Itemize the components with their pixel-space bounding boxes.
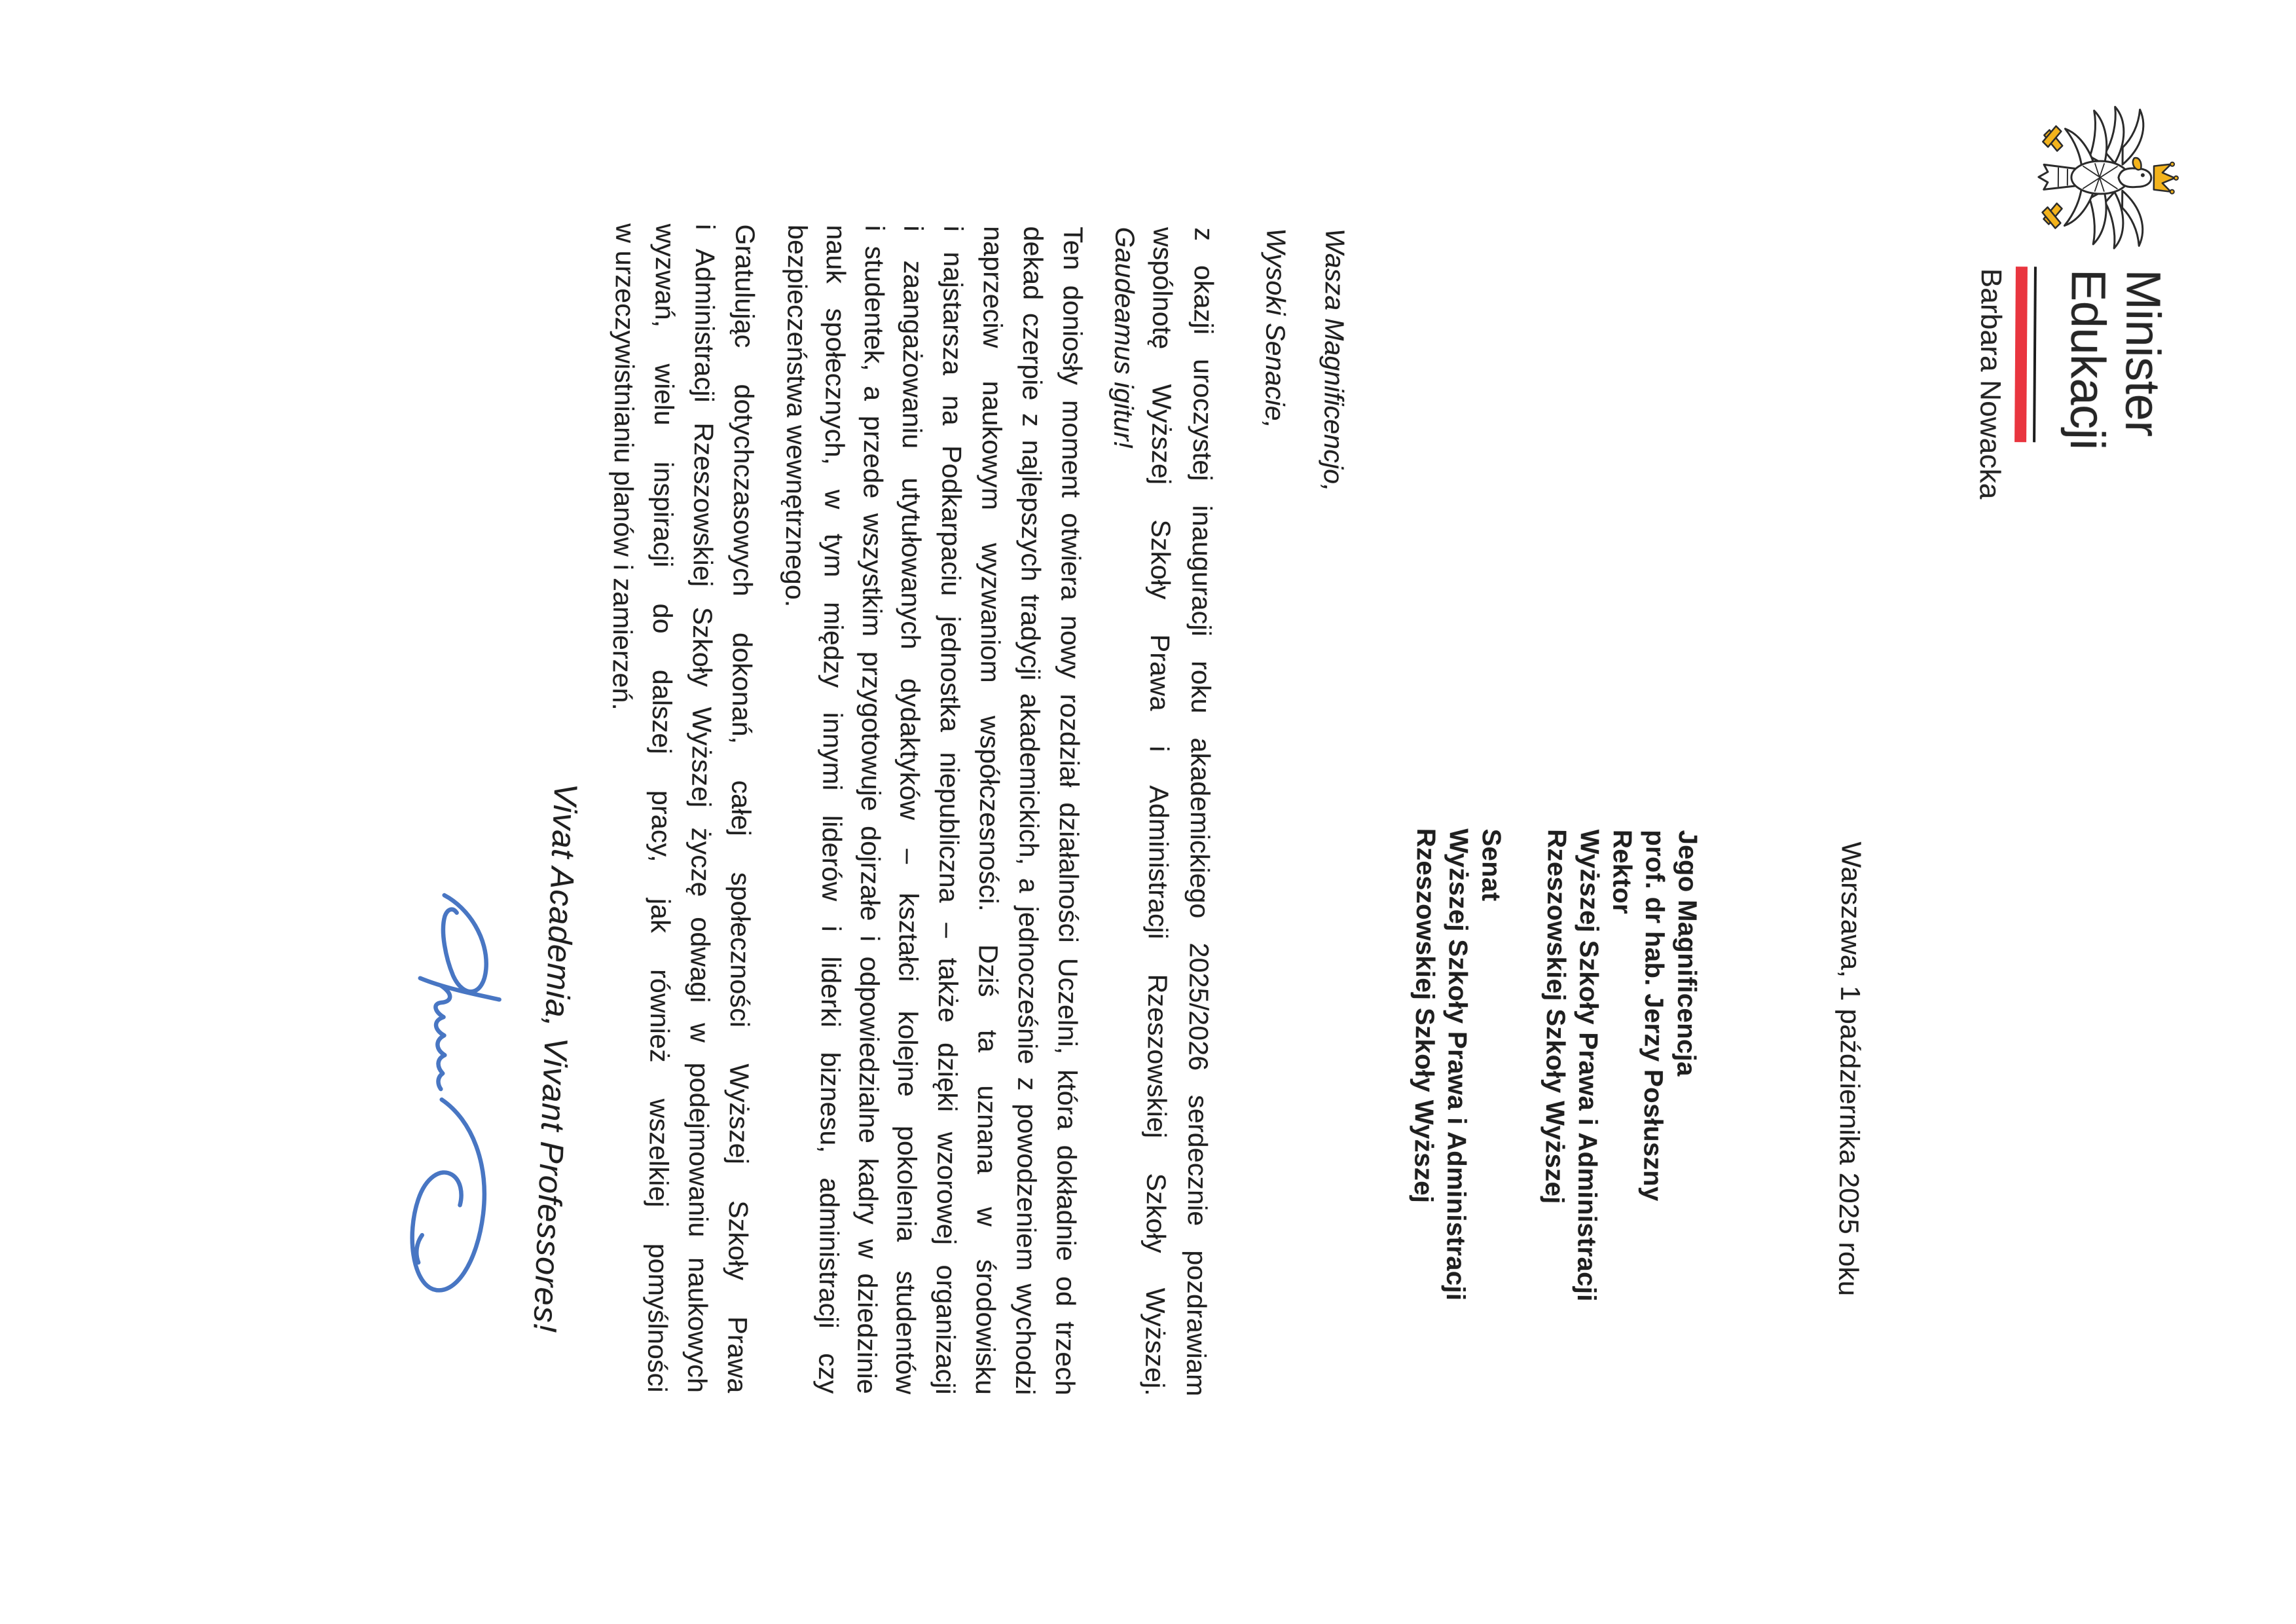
closing-vivat-line: Vivat Academia, Vivant Professores! [526,782,585,1334]
addressee-line: Senat [1476,828,1506,902]
body-line: wyzwań, wielu inspiracji do dalszej pracy, jak również wszelkiej pomyślności [642,223,681,1393]
addressee-line: prof. dr hab. Jerzy Posłuszny [1637,830,1669,1202]
addressee-line: Rzeszowskiej Szkoły Wyższej [1408,828,1440,1204]
body-line-gaudeamus: Gaudeamus igitur! [1108,227,1140,449]
body-line: i studentek, a przede wszystkim przygotowuje dojrzałe i odpowiedzialne kadry w dziedzinie [851,225,890,1395]
salutation-line: Wysoki Senacie, [1260,228,1292,429]
addressee-line: Jego Magnificencja [1671,830,1702,1077]
letterhead-ministry-line1: Minister [2115,269,2171,437]
body-line: z okazji uroczystej inauguracji roku akademickiego 2025/2026 serdecznie pozdrawiam [1180,227,1220,1397]
body-line: Gratulując dotychczasowych dokonań, całej społeczności Wyższej Szkoły Prawa [721,224,761,1393]
handwritten-signature-icon [397,868,509,1329]
addressee-line: Wyższej Szkoły Prawa i Administracji [1440,828,1473,1301]
body-line: w urzeczywistnianiu planów i zamierzeń. [607,223,641,711]
body-line: wspólnotę Wyższej Szkoły Prawa i Administracji Rzeszowskiej Szkoły Wyższej. [1139,227,1178,1397]
date-line: Warszawa, 1 października 2025 roku [1832,841,1867,1297]
addressee-line: Wyższej Szkoły Prawa i Administracji [1571,829,1604,1302]
body-line: i zaangażowaniu utytułowanych dydaktyków – kształci kolejne pokolenia studentów [890,225,929,1395]
body-line: i Administracji Rzeszowskiej Szkoły Wyższej życzę odwagi w podejmowaniu naukowych [682,223,721,1393]
body-line: Ten doniosły moment otwiera nowy rozdział działalności Uczelni, która dokładnie od trzech [1049,226,1089,1396]
body-line: bezpieczeństwa wewnętrznego. [780,224,813,608]
addressee-line: Rzeszowskiej Szkoły Wyższej [1539,829,1571,1204]
letterhead-minister-name: Barbara Nowacka [1973,268,2007,500]
body-line: dekad czerpie z najlepszych tradycji akademickich, a jednocześnie z powodzeniem wychodzi [1010,226,1049,1395]
addressee-line: Rektor [1607,829,1637,915]
body-line: naprzeciw naukowym wyzwaniom współczesności. Dziś ta uznana w środowisku [970,226,1009,1395]
body-line: i najstarsza na Podkarpaciu jednostka niepubliczna – także dzięki wzorowej organizacji [930,225,969,1395]
letterhead-ministry-line2: Edukacji [2060,268,2116,450]
body-line: nauk społecznych, w tym między innymi liderów i liderki biznesu, administracji czy [812,225,852,1394]
salutation-line: Wasza Magnificencjo, [1318,228,1351,492]
